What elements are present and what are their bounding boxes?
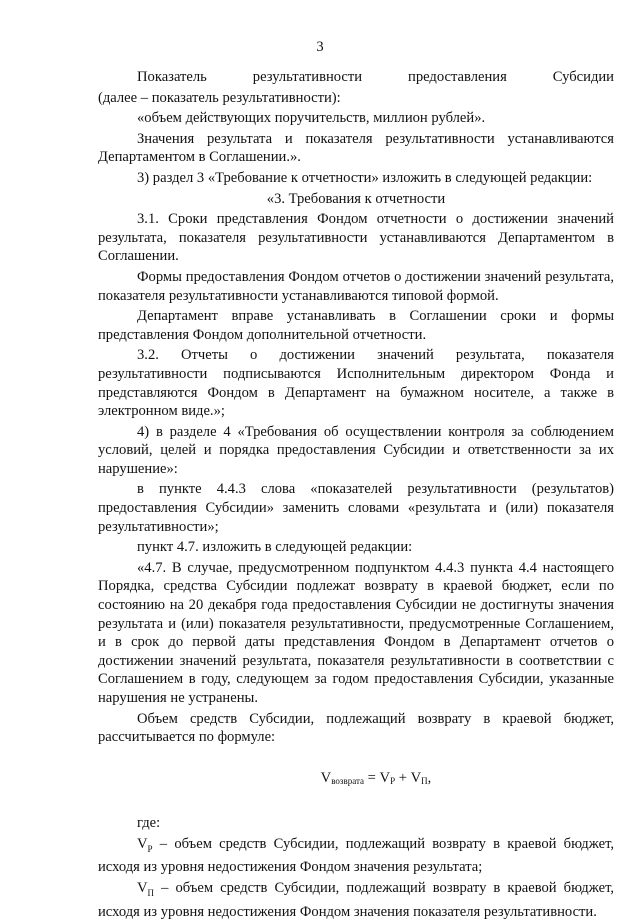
formula-term2: V — [410, 769, 422, 786]
formula-term1: V — [379, 769, 391, 786]
definition-vp-sub: П — [147, 887, 155, 898]
paragraph-indicator-title: Показатель результативности предоставления Субсидии — [137, 69, 614, 85]
definition-vr — [98, 835, 614, 877]
paragraph-3-2: 3.2. Отчеты о достижении значений результата, показателя результативности подписываются Исполнительным директором Фонда и представляются Фондом в Департамент на бумажном носителе, а также в электронном виде.»; — [98, 347, 614, 420]
definition-vr-sub: Р — [147, 843, 153, 854]
paragraph-4-7: «4.7. В случае, предусмотренном подпунктом 4.4.3 пункта 4.4 настоящего Порядка, средства Субсидии подлежат возврату в краевой бюджет, если по состоянию на 20 декабря года предоставления Субсидии не достигнуты значения результата и (или) показателя результативности, предусмотренные Соглашением, и в срок до первой даты представления Фондом в Департамент отчетов о достижении значений результата, показателя результативности в соответствии с Соглашением в году, следующем за годом предоставления Субсидии, указанные нарушения не устранены. — [98, 559, 614, 706]
formula-lhs: V — [320, 769, 332, 786]
formula-plus: + — [395, 769, 411, 786]
definition-vr-text: – объем средств Субсидии, подлежащий возврату в краевой бюджет, исходя из уровня недостижения Фондом значения результата; — [98, 835, 614, 876]
definition-vr-symbol: V — [137, 835, 148, 852]
definition-vp-text: – объем средств Субсидии, подлежащий возврату в краевой бюджет, исходя из уровня недостижения Фондом значения показателя результативности. — [98, 880, 614, 920]
document-body — [98, 68, 614, 923]
where-label: где: — [137, 815, 161, 832]
paragraph-indicator-value: «объем действующих поручительств, миллион рублей». — [137, 110, 486, 127]
section3-heading: «3. Требования к отчетности — [266, 190, 446, 207]
definition-vp-symbol: V — [137, 880, 148, 897]
paragraph-indicator-note: (далее – показатель результативности): — [98, 89, 341, 106]
paragraph-report-forms: Формы предоставления Фондом отчетов о достижении значений результата, показателя результативности устанавливаются типовой формой. — [98, 268, 614, 304]
formula-lhs-sub: возврата — [331, 775, 364, 786]
paragraph-4-7-intro: пункт 4.7. изложить в следующей редакции: — [137, 539, 413, 556]
formula-tail: , — [427, 769, 432, 786]
definition-vp — [98, 879, 614, 921]
paragraph-formula-intro: Объем средств Субсидии, подлежащий возврату в краевой бюджет, рассчитывается по формуле: — [98, 710, 614, 746]
paragraph-3-1: 3.1. Сроки представления Фондом отчетности о достижении значений результата, показателя результативности устанавливаются Департаментом в Соглашении. — [98, 211, 614, 265]
formula-term1-sub: Р — [390, 775, 396, 786]
formula-eq: = — [364, 769, 380, 786]
paragraph-section4-amend: 4) в разделе 4 «Требования об осуществлении контроля за соблюдением условий, целей и порядка предоставления Субсидии и ответственности за их нарушение»: — [98, 423, 614, 477]
formula-term2-sub: П — [421, 775, 428, 786]
paragraph-section3-amend: 3) раздел 3 «Требование к отчетности» изложить в следующей редакции: — [137, 169, 593, 186]
paragraph-4-4-3: в пункте 4.4.3 слова «показателей результативности (результатов) предоставления Субсидии» заменить словами «результата и (или) показателя результативности»; — [98, 481, 614, 535]
page-number: 3 — [316, 39, 324, 55]
return-formula — [98, 769, 614, 791]
paragraph-values-established: Значения результата и показателя результативности устанавливаются Департаментом в Соглашении.». — [98, 130, 614, 166]
paragraph-additional-reporting: Департамент вправе устанавливать в Соглашении сроки и формы представления Фондом дополнительной отчетности. — [98, 308, 614, 343]
